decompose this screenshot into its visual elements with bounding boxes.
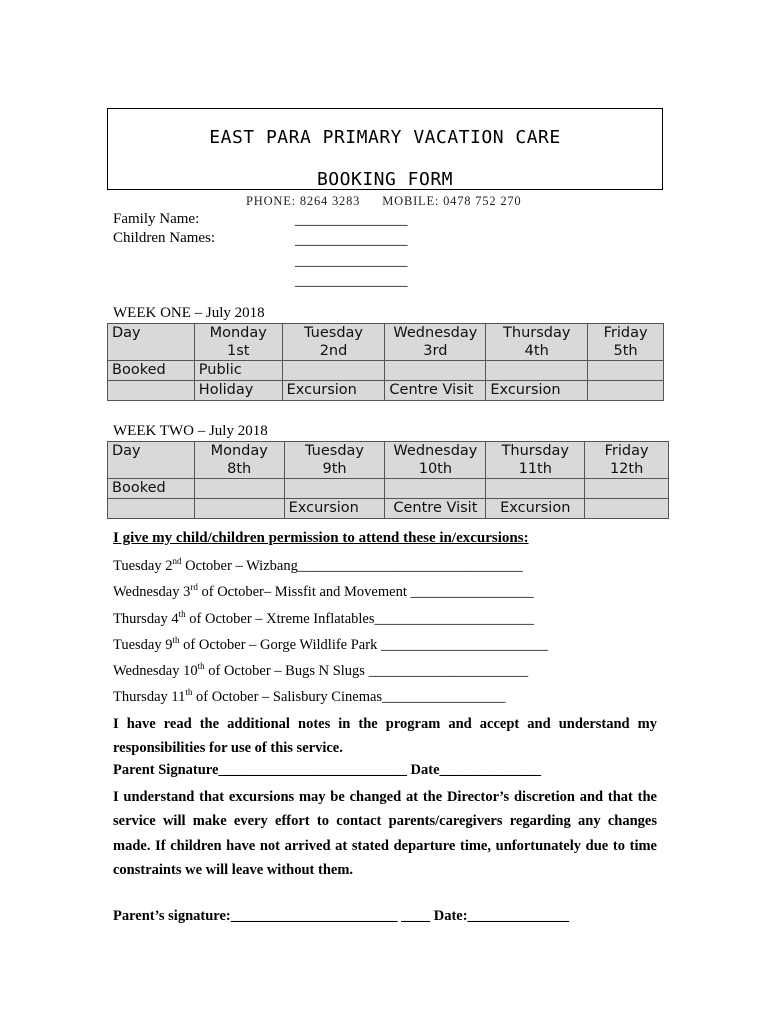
booking-cell[interactable] — [282, 361, 385, 381]
booking-cell[interactable] — [385, 361, 486, 381]
children-names-label: Children Names: — [113, 230, 216, 246]
excursion-item: Wednesday 3rd of October– Missfit and Movement _________________ — [113, 582, 534, 600]
table-row — [108, 479, 669, 499]
parent-signature-field[interactable]: __________________________ — [218, 762, 407, 778]
excursion-policy-text: I understand that excursions may be changed at the Director’s discretion and that the service will make every effort to contact parents/caregivers regarding any changes made. If children have not arrived at stated departure time, unfortunately due to time constraints we will leave without them. — [113, 789, 657, 878]
form-title: EAST PARA PRIMARY VACATION CARE — [209, 127, 561, 148]
note-cell: Excursion — [284, 499, 385, 519]
note-cell — [585, 499, 669, 519]
parent-signature-row — [113, 762, 541, 779]
empty-cell — [108, 499, 195, 519]
signature-line[interactable]: ______________________ — [374, 610, 534, 627]
table-row — [108, 442, 669, 479]
note-cell: Centre Visit — [385, 499, 486, 519]
day-cell: Thursday 11th — [486, 442, 585, 479]
excursion-item: Tuesday 2nd October – Wizbang_______________________________ — [113, 556, 523, 574]
booking-cell[interactable] — [194, 479, 284, 499]
day-cell: Friday 12th — [585, 442, 669, 479]
note-cell: Holiday — [194, 381, 282, 401]
booked-label: Booked — [108, 479, 195, 499]
note-cell: Excursion — [282, 381, 385, 401]
child-name-field-1[interactable]: _______________ — [295, 232, 408, 248]
table-row — [108, 324, 664, 361]
child-name-field-3[interactable]: _______________ — [295, 273, 408, 289]
week-one-table — [107, 323, 664, 401]
day-cell: Tuesday 2nd — [282, 324, 385, 361]
day-header: Day — [108, 324, 195, 361]
note-cell — [194, 499, 284, 519]
booking-cell[interactable] — [585, 479, 669, 499]
excursion-item: Tuesday 9th of October – Gorge Wildlife Park _______________________ — [113, 635, 548, 653]
day-cell: Monday 8th — [194, 442, 284, 479]
table-row — [108, 361, 664, 381]
date-field[interactable]: ______________ — [439, 762, 542, 778]
booking-cell[interactable] — [284, 479, 385, 499]
booking-cell[interactable] — [385, 479, 486, 499]
parents-signature-label: Parent’s signature: — [113, 908, 231, 924]
empty-cell — [108, 381, 195, 401]
day-cell: Wednesday 3rd — [385, 324, 486, 361]
date2-field[interactable]: ______________ — [467, 908, 570, 924]
permission-heading: I give my child/children permission to attend these in/excursions: — [113, 530, 529, 546]
excursion-item: Wednesday 10th of October – Bugs N Slugs ______________________ — [113, 661, 529, 679]
table-row — [108, 499, 669, 519]
excursion-item: Thursday 4th of October – Xtreme Inflatables______________________ — [113, 609, 534, 627]
contact-line — [246, 194, 543, 209]
booking-cell[interactable] — [486, 479, 585, 499]
booking-cell[interactable] — [588, 361, 664, 381]
family-name-label: Family Name: — [113, 211, 200, 227]
week-two-title: WEEK TWO – July 2018 — [113, 423, 268, 439]
note-cell: Centre Visit — [385, 381, 486, 401]
parent-signature-label: Parent Signature — [113, 762, 219, 778]
signature-line[interactable]: ______________________ — [368, 662, 529, 679]
note-cell: Excursion — [486, 381, 588, 401]
booking-cell[interactable] — [486, 361, 588, 381]
date2-label: Date: — [433, 908, 468, 924]
excursion-item: Thursday 11th of October – Salisbury Cinemas_________________ — [113, 687, 506, 705]
parents-signature-row — [113, 908, 569, 925]
day-cell: Friday 5th — [588, 324, 664, 361]
child-name-field-2[interactable]: _______________ — [295, 253, 408, 269]
day-cell: Wednesday 10th — [385, 442, 486, 479]
note-cell: Excursion — [486, 499, 585, 519]
accept-notes-text: I have read the additional notes in the program and accept and understand my responsibilities for use of this service. — [113, 716, 657, 757]
week-one-title: WEEK ONE – July 2018 — [113, 305, 265, 321]
day-cell: Monday 1st — [194, 324, 282, 361]
day-cell: Tuesday 9th — [284, 442, 385, 479]
phone-number: PHONE: 8264 3283 — [246, 194, 361, 208]
parents-signature-field[interactable]: _______________________ ____ — [230, 908, 431, 924]
week-two-table — [107, 441, 669, 519]
date-label: Date — [410, 762, 440, 778]
mobile-number: MOBILE: 0478 752 270 — [382, 194, 522, 208]
signature-line[interactable]: _________________ — [410, 583, 534, 600]
booking-cell[interactable]: Public — [194, 361, 282, 381]
signature-line[interactable]: _______________________________ — [297, 557, 523, 574]
title-box — [107, 108, 663, 190]
signature-line[interactable]: _______________________ — [380, 636, 548, 653]
booked-label: Booked — [108, 361, 195, 381]
table-row — [108, 381, 664, 401]
signature-line[interactable]: _________________ — [382, 688, 506, 705]
note-cell — [588, 381, 664, 401]
day-cell: Thursday 4th — [486, 324, 588, 361]
day-header: Day — [108, 442, 195, 479]
form-subtitle: BOOKING FORM — [316, 169, 454, 190]
family-name-field[interactable]: _______________ — [295, 212, 408, 228]
